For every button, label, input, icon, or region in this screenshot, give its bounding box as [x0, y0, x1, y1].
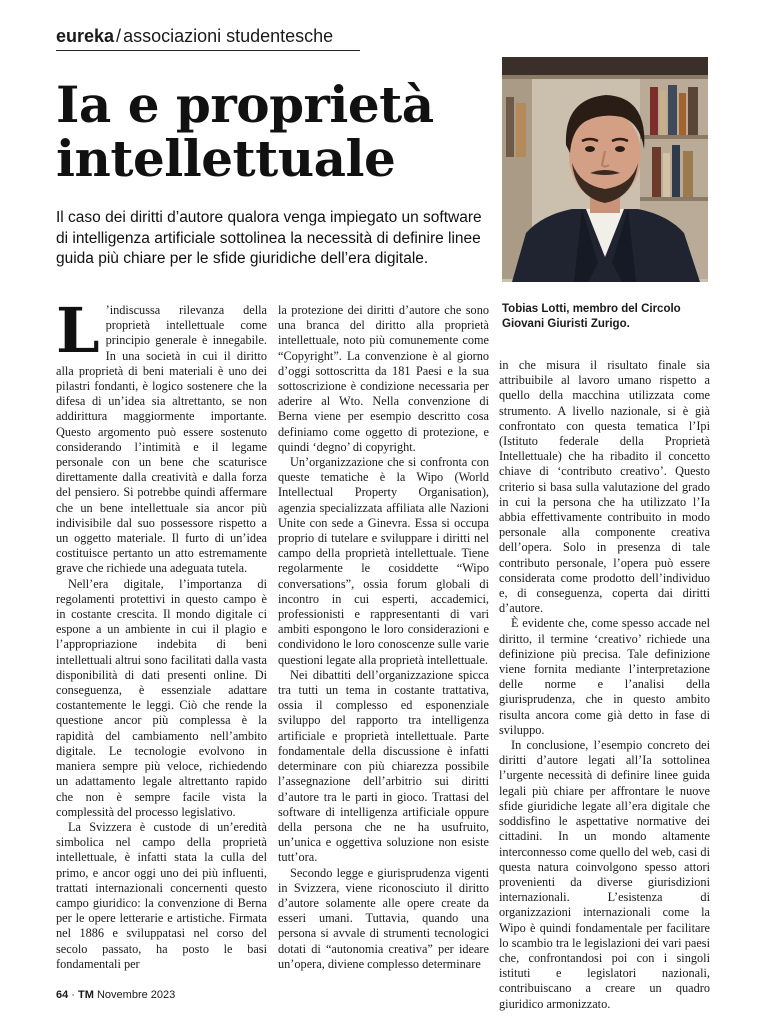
body-paragraph: Nei dibattiti dell’organizzazione spicca tra tutti un tema in costante trattativa, ossia il complesso ed esponenziale sviluppo del rapporto tra intelligenza artificiale e proprietà intellettuale. Parte fondamentale della discussione è infatti determinare con più chiarezza possibile l’assegnazione dell’arbitrio sui diritti d’autore tra le parti in gioco. Trattasi del software di intelligenza artificiale oppure della persona che ne ha usufruito, un’unica e oggettiva soluzione non esiste tutt’ora.: [278, 667, 489, 865]
body-paragraph: Un’organizzazione che si confronta con queste tematiche è la Wipo (World Intellectual Property Organisation), agenzia specializzata affiliata alle Nazioni Unite con sede a Ginevra. Essa si occupa proprio di tutelare e sviluppare i diritti nel campo della proprietà intellettuale. Tiene regolarmente le cosiddette “Wipo conversations”, ossia forum globali di incontro in cui esperti, accademici, professionisti e rappresentanti di vari ambiti espongono le loro considerazioni e condividono le loro conoscenze sulle varie questioni legate alla proprietà intellettuale.: [278, 455, 489, 667]
drop-cap: L: [56, 294, 100, 367]
article-standfirst: Il caso dei diritti d’autore qualora venga impiegato un software di intelligenza artificiale sottolinea la necessità di definire linee guida più chiare per le sfide giuridiche dell’era digitale.: [56, 209, 482, 267]
paragraph-text: ’indiscussa rilevanza della proprietà intellettuale come principio generale è innegabile. In una società in cui il diritto alla proprietà di beni materiali è uno dei pilastri fondanti, è logico sostenere che la difesa di un’idea sia altrettanto, se non addirittura maggiormente importante. Questo argomento può essere sostenuto considerando l’intimità e il legame personale con un bene che scaturisce direttamente dalla creatività e dalla forza del pensiero. Si potrebbe quindi affermare che un bene intellettuale sia ancor più indivisibile dal suo possessore rispetto a un oggetto materiale. Il furto di un’idea costituisce pertanto un atto estremamente grave che richiede una adeguata tutela.: [56, 303, 267, 576]
body-column-1: [56, 294, 267, 972]
photo-caption: Tobias Lotti, membro del Circolo Giovani Giuristi Zurigo.: [502, 303, 681, 330]
page-footer: [56, 988, 175, 1002]
body-paragraph: La Svizzera è custode di un’eredità simbolica nel campo della proprietà intellettuale, è infatti stata la culla del primo, e ancor oggi uno dei più influenti, trattati internazionali concernenti questo campo giuridico: la convenzione di Berna per le opere letterarie e artistiche. Firmata nel 1886 e sviluppatasi nel corso del secolo passato, ha posto le basi fondamentali per: [56, 819, 267, 971]
body-paragraph: È evidente che, come spesso accade nel diritto, il termine ‘creativo’ richiede una definizione più precisa. Tale definizione viene fornita mediante l’interpretazione delle norme e l’analisi della giurisprudenza, che in questo ambito risulta ancora come già detto in fase di sviluppo.: [499, 616, 710, 737]
body-paragraph: la protezione dei diritti d’autore che sono una branca del diritto alla proprietà intellettuale, noto più comunemente come “Copyright”. La convenzione è al giorno d’oggi sottoscritta da 181 Paesi e la sua sottoscrizione è condizione necessaria per aderire al Wto. Nella convenzione di Berna viene per esempio descritto cosa definiamo come oggetto di protezione, e quindi ‘degno’ di copyright.: [278, 303, 489, 454]
portrait-illustration: [502, 57, 708, 282]
footer-separator: ·: [68, 989, 79, 1001]
page-number: 64: [56, 989, 69, 1001]
body-column-2: [278, 303, 489, 972]
body-paragraph: Secondo legge e giurisprudenza vigenti in Svizzera, viene riconosciuto il diritto d’autore solamente alle opere create da esseri umani. Tuttavia, quando una persona si avvale di strumenti tecnologici dotati di “autonomia creativa” per ideare un’opera, diviene complesso determinare: [278, 865, 489, 971]
body-column-3: [499, 358, 710, 1012]
article-title: Ia e proprietà intellettuale: [56, 75, 434, 188]
section-name: associazioni studentesche: [123, 26, 334, 46]
magazine-name: TM: [78, 989, 94, 1001]
body-paragraph: Nell’era digitale, l’importanza di regolamenti protettivi in questo campo è in costante crescita. Il mondo digitale ci espone a un ambiente in cui il plagio e l’appropriazione indebita di beni intellettuali altrui sono facilitati dalla vasta disponibilità di dati presenti online. Di conseguenza, è essenziale adattare costantemente le leggi. Ciò che rende la questione ancor più complessa è la rapidità del cambiamento nell’ambito digitale. Le tecnologie evolvono in maniera sempre più veloce, richiedendo un adattamento legale altrettanto rapido che non è sempre facile vista la complessità del processo legislativo.: [56, 576, 267, 819]
section-separator: /: [116, 26, 122, 46]
body-paragraph: [56, 294, 267, 577]
section-brand: eureka: [56, 26, 115, 46]
body-paragraph: in che misura il risultato finale sia attribuibile al lavoro umano rispetto a quello della macchina utilizzata come strumento. A livello nazionale, si è già confrontato con questa tematica l’Ipi (Istituto federale della Proprietà Intellettuale) che ha ribadito il concetto chiave di ‘contributo creativo’. Questo criterio si basa sulla valutazione del grado in cui la persona che ha utilizzato l’Ia abbia effettivamente contribuito in modo personale alla componente creativa dell’opera. Solo in presenza di tale contributo personale, l’opera può essere considerata come prodotto dell’individuo e, di conseguenza, coperta dai diritti d’autore.: [499, 358, 710, 616]
section-tag: [56, 24, 360, 51]
issue-date: Novembre 2023: [93, 989, 176, 1001]
body-paragraph: In conclusione, l’esempio concreto dei diritti d’autore legati all’Ia sottolinea l’urgente necessità di definire linee guida legali più chiare per affrontare le nuove sfide giuridiche legate all’era digitale che soddisfino le aspettative normative dei cittadini. In un mondo altamente interconnesso come quello del web, casi di questa natura coinvolgono spesso attori provenienti da diverse giurisdizioni internazionali. L’esistenza di organizzazioni internazionali come la Wipo è quindi fondamentale per facilitare lo scambio tra le legislazioni dei vari paesi che, confrontandosi poi con i singoli istituti e legislatori nazionali, contribuiscano a creare un quadro giuridico armonizzato.: [499, 738, 710, 1011]
portrait-photo: [502, 57, 708, 282]
